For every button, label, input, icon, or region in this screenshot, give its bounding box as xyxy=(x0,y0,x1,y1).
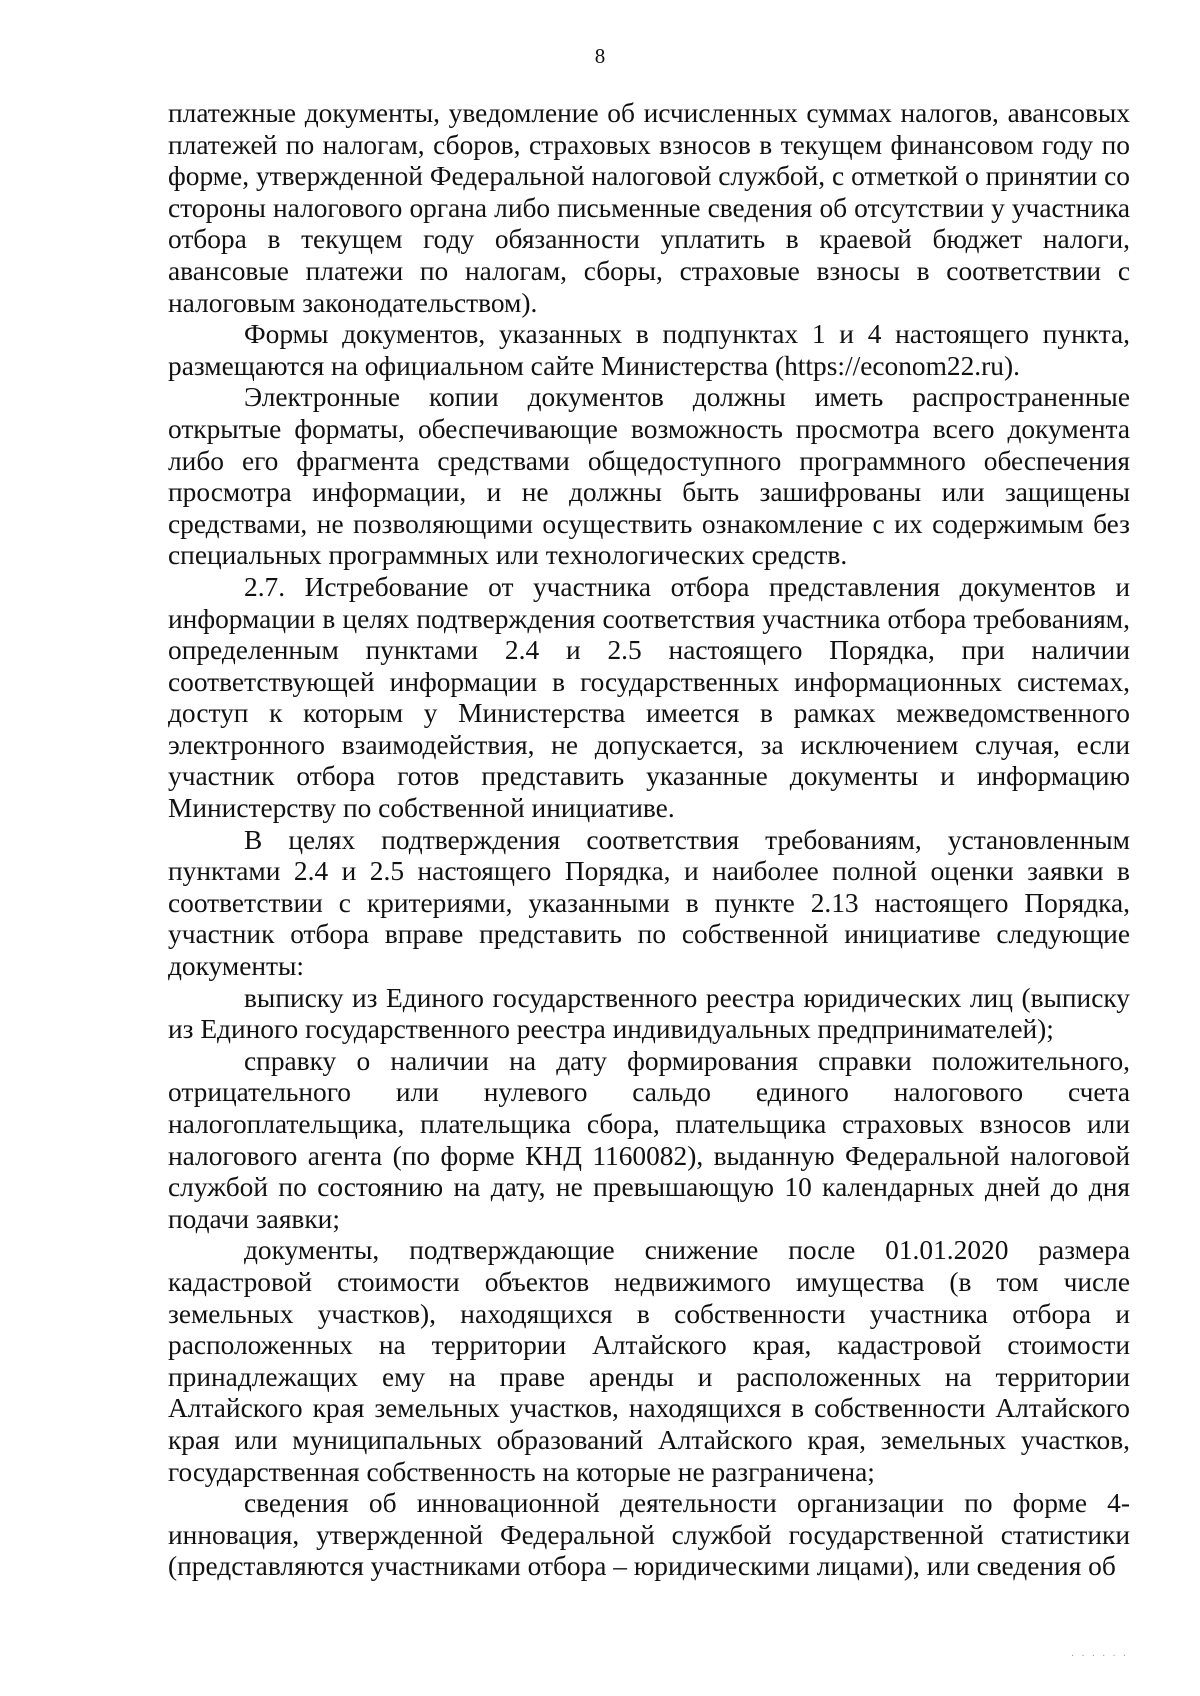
paragraph-7: справку о наличии на дату формирования справки положительного, отрицательного или нулевого сальдо единого налогового счета налогоплательщика, плательщика сбора, плательщика страховых взносов или налогового агента (по форме КНД 1160082), выданную Федеральной налоговой службой по состоянию на дату, не превышающую 10 календарных дней до дня подачи заявки; xyxy=(168,1045,1130,1234)
paragraph-1: платежные документы, уведомление об исчисленных суммах налогов, авансовых платежей по налогам, сборов, страховых взносов в текущем финансовом году по форме, утвержденной Федеральной налоговой службой, с отметкой о принятии со стороны налогового органа либо письменные сведения об отсутствии у участника отбора в текущем году обязанности уплатить в краевой бюджет налоги, авансовые платежи по налогам, сборы, страховые взносы в соответствии с налоговым законодательством). xyxy=(168,98,1130,318)
paragraph-3: Электронные копии документов должны иметь распространенные открытые форматы, обеспечивающие возможность просмотра всего документа либо его фрагмента средствами общедоступного программного обеспечения просмотра информации, и не должны быть зашифрованы или защищены средствами, не позволяющими осуществить ознакомление с их содержимым без специальных программных или технологических средств. xyxy=(168,382,1130,571)
paragraph-9: сведения об инновационной деятельности организации по форме 4-инновация, утвержденной Федеральной службой государственной статистики (представляются участниками отбора – юридическими лицами), или сведения об xyxy=(168,1488,1130,1582)
paragraph-6: выписку из Единого государственного реестра юридических лиц (выписку из Единого государственного реестра индивидуальных предпринимателей); xyxy=(168,982,1130,1045)
paragraph-5: В целях подтверждения соответствия требованиям, установленным пунктами 2.4 и 2.5 настоящего Порядка, и наиболее полной оценки заявки в соответствии с критериями, указанными в пункте 2.13 настоящего Порядка, участник отбора вправе представить по собственной инициативе следующие документы: xyxy=(168,824,1130,982)
paragraph-4: 2.7. Истребование от участника отбора представления документов и информации в целях подтверждения соответствия участника отбора требованиям, определенным пунктами 2.4 и 2.5 настоящего Порядка, при наличии соответствующей информации в государственных информационных системах, доступ к которым у Министерства имеется в рамках межведомственного электронного взаимодействия, не допускается, за исключением случая, если участник отбора готов представить указанные документы и информацию Министерству по собственной инициативе. xyxy=(168,571,1130,824)
document-body xyxy=(168,98,1130,1583)
paragraph-2: Формы документов, указанных в подпунктах 1 и 4 настоящего пункта, размещаются на официальном сайте Министерства (https://econom22.ru). xyxy=(168,319,1130,381)
page-number: 8 xyxy=(594,44,606,68)
scan-artifact-mark: · · · · · · xyxy=(1071,1651,1128,1662)
paragraph-8: документы, подтверждающие снижение после 01.01.2020 размера кадастровой стоимости объектов недвижимого имущества (в том числе земельных участков), находящихся в собственности участника отбора и расположенных на территории Алтайского края, кадастровой стоимости принадлежащих ему на праве аренды и расположенных на территории Алтайского края земельных участков, находящихся в собственности Алтайского края или муниципальных образований Алтайского края, земельных участков, государственная собственность на которые не разграничена; xyxy=(168,1235,1130,1487)
